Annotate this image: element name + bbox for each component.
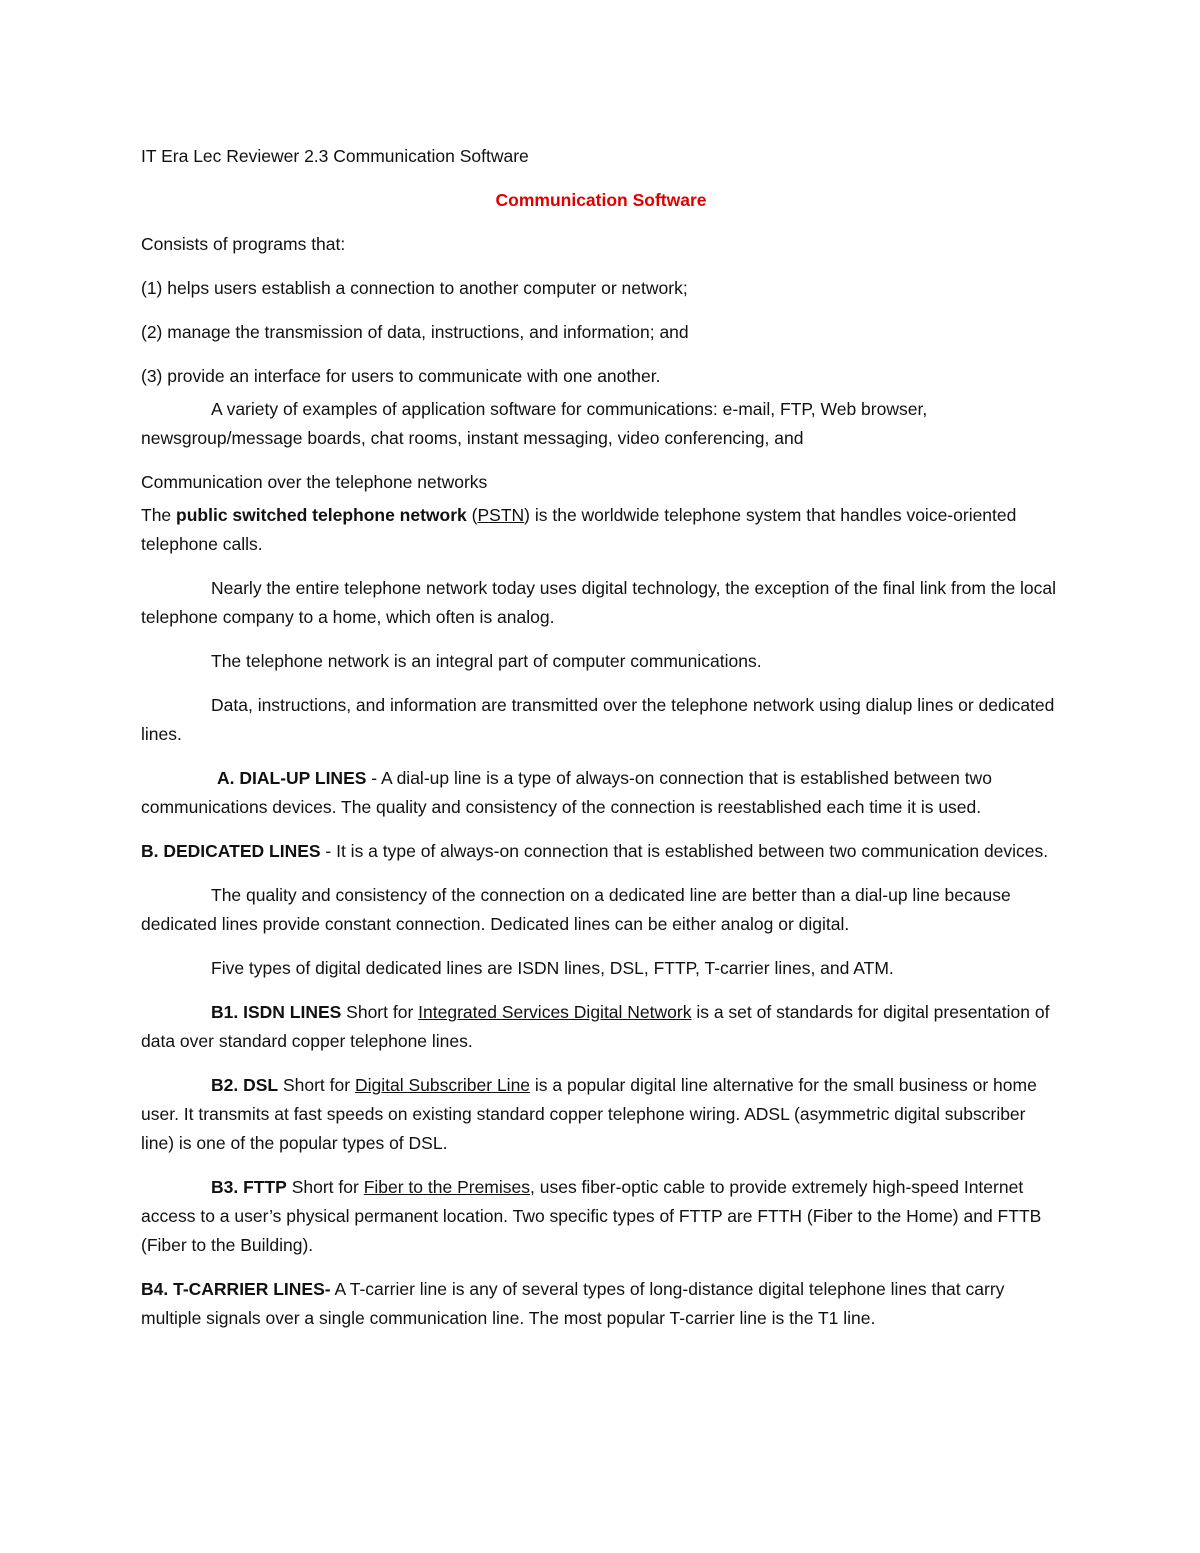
pstn-open: ( [466, 505, 478, 525]
dsl-text: is a popular digital line alternative for the small business or home user. It transmits at fast speeds on existing standard copper telephone wiring. ADSL (asymmetric digital subscriber line) is one of the popular types of DSL. [141, 1075, 1037, 1153]
intro-item-3: (3) provide an interface for users to communicate with one another. [141, 366, 661, 386]
dialup-text: - A dial-up line is a type of always-on connection that is established between two communications devices. The quality and consistency of the connection is reestablished each time it is used. [141, 768, 992, 817]
data-paragraph: Data, instructions, and information are transmitted over the telephone network using dialup lines or dedicated lines. [141, 695, 1055, 744]
tcarrier-text: A T-carrier line is any of several types of long-distance digital telephone lines that carry multiple signals over a single communication line. The most popular T-carrier line is the T1 line. [141, 1279, 1005, 1328]
fttp-paragraph [141, 1173, 1061, 1260]
quality-paragraph: The quality and consistency of the connection on a dedicated line are better than a dial-up line because dedicated lines provide constant connection. Dedicated lines can be either analog or digital. [141, 885, 1011, 934]
intro-lead: Consists of programs that: [141, 234, 346, 254]
dsl-pre: Short for [278, 1075, 355, 1095]
isdn-label: B1. ISDN LINES [211, 1002, 342, 1022]
tcarrier-paragraph [141, 1275, 1061, 1333]
examples-paragraph: A variety of examples of application software for communications: e-mail, FTP, Web browser, newsgroup/message boards, chat rooms, instant messaging, video conferencing, and [141, 399, 928, 448]
dedicated-label: B. DEDICATED LINES [141, 841, 321, 861]
pstn-paragraph [141, 501, 1061, 559]
telephone-section-heading: Communication over the telephone networks [141, 472, 488, 492]
dialup-paragraph [141, 764, 1061, 822]
dsl-paragraph [141, 1071, 1061, 1158]
isdn-pre: Short for [341, 1002, 419, 1022]
fttp-term: Fiber to the Premises [363, 1177, 530, 1197]
document-label: IT Era Lec Reviewer 2.3 Communication Software [141, 146, 529, 166]
five-types-paragraph: Five types of digital dedicated lines are ISDN lines, DSL, FTTP, T-carrier lines, and ATM. [211, 958, 894, 978]
dedicated-text: - It is a type of always-on connection that is established between two communication devices. [320, 841, 1049, 861]
dsl-term: Digital Subscriber Line [354, 1075, 531, 1095]
pstn-term: public switched telephone network [176, 505, 467, 525]
fttp-label: B3. FTTP [211, 1177, 287, 1197]
document-page [141, 142, 1061, 1348]
isdn-text: is a set of standards for digital presentation of data over standard copper telephone lines. [141, 1002, 1050, 1051]
isdn-term: Integrated Services Digital Network [418, 1002, 692, 1022]
fttp-text: , uses fiber-optic cable to provide extremely high-speed Internet access to a user’s physical permanent location. Two specific types of FTTP are FTTH (Fiber to the Home) and FTTB (Fiber to the Building). [141, 1177, 1042, 1255]
page-title: Communication Software [495, 190, 707, 210]
isdn-paragraph [141, 998, 1061, 1056]
intro-item-2: (2) manage the transmission of data, instructions, and information; and [141, 322, 689, 342]
pstn-abbr: PSTN [477, 505, 525, 525]
fttp-pre: Short for [286, 1177, 364, 1197]
dialup-label: A. DIAL-UP LINES [217, 768, 367, 788]
dedicated-paragraph [141, 837, 1061, 866]
pstn-rest: ) is the worldwide telephone system that handles voice-oriented telephone calls. [141, 505, 1017, 554]
digital-paragraph: Nearly the entire telephone network today uses digital technology, the exception of the final link from the local telephone company to a home, which often is analog. [141, 578, 1057, 627]
pstn-pre: The [141, 505, 177, 525]
intro-item-1: (1) helps users establish a connection to another computer or network; [141, 278, 688, 298]
dsl-label: B2. DSL [211, 1075, 279, 1095]
tcarrier-label: B4. T-CARRIER LINES- [141, 1279, 331, 1299]
integral-paragraph: The telephone network is an integral part of computer communications. [211, 651, 762, 671]
